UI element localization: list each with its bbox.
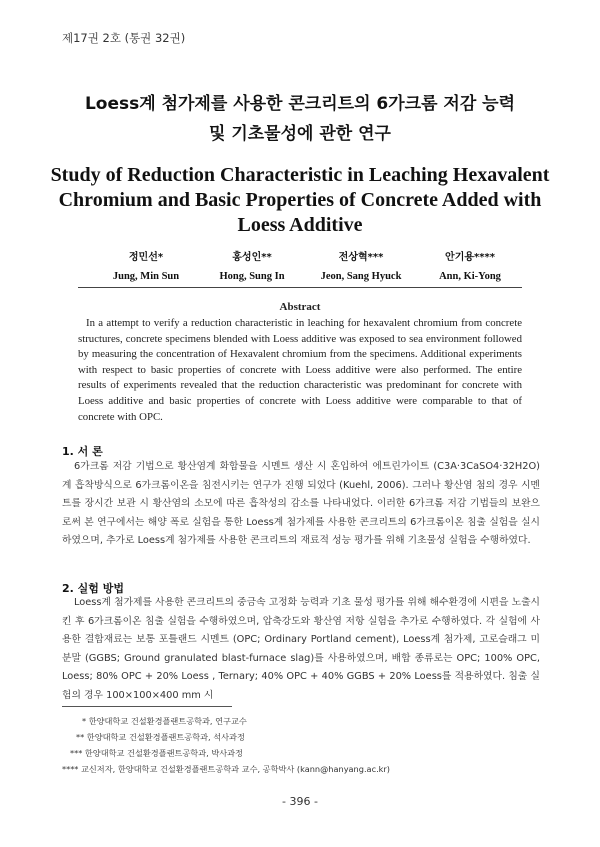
footnote-2: ** 한양대학교 건설환경플랜트공학과, 석사과정 <box>76 732 245 742</box>
english-title-line-3: Loess Additive <box>237 214 363 236</box>
footnote-3: *** 한양대학교 건설환경플랜트공학과, 박사과정 <box>70 748 243 758</box>
footnote-1: * 한양대학교 건설환경플랜트공학과, 연구교수 <box>82 716 247 726</box>
footnote-divider <box>62 706 232 707</box>
english-title-line-1: Study of Reduction Characteristic in Leaching Hexavalent <box>50 164 550 186</box>
author-4 <box>405 248 535 282</box>
author-name-kr: 안기용**** <box>445 252 495 263</box>
section-heading-methods: 2. 실험 방법 <box>62 582 124 595</box>
section-heading-introduction: 1. 서 론 <box>62 445 103 458</box>
author-name-en: Ann, Ki-Yong <box>439 271 501 282</box>
english-title-line-2: Chromium and Basic Properties of Concrete Added with <box>58 189 542 211</box>
issue-header: 제17권 2호 (통권 32권) <box>62 31 186 45</box>
section-text-methods: Loess계 첨가제를 사용한 콘크리트의 중금속 고정화 능력과 기초 물성 평가를 위해 해수환경에 시편을 노출시킨 후 6가크롬이온 침출 실험을 수행하였으며, 압축강도와 황산염 저항 실험을 추가로 수행하였다. 각 실험에 사용한 결합재료는 보통 포틀랜드 시멘트 (OPC; Ordinary Portland cement), Loess계 첨가제, 고로슬래그 미분말 (GGBS; Ground granulated blast-furnace slag)를 사용하였으며, 배합 종류로는 OPC; 100% OPC, Loess; 80% OPC + 20% Loess , Ternary; 40% OPC + 40% GGBS + 20% Loess를 적용하였다. 침출 실험의 경우 100×100×400 mm 시 <box>62 597 540 701</box>
author-name-en: Hong, Sung In <box>219 271 285 282</box>
footnotes <box>62 713 390 777</box>
author-name-kr: 전상혁*** <box>338 252 384 263</box>
author-name-kr: 정민선* <box>128 252 164 263</box>
author-name-en: Jung, Min Sun <box>112 271 180 282</box>
page-number: - 396 - <box>282 795 318 808</box>
author-name-kr: 홍성인** <box>232 252 272 263</box>
abstract-heading: Abstract <box>279 301 321 313</box>
author-name-en: Jeon, Sang Hyuck <box>320 271 402 282</box>
korean-title-line-2: 및 기초물성에 관한 연구 <box>209 124 391 144</box>
footnote-4: **** 교신저자, 한양대학교 건설환경플랜트공학과 교수, 공학박사 (kann@hanyang.ac.kr) <box>62 764 390 774</box>
title-divider <box>78 287 522 288</box>
abstract-text: In a attempt to verify a reduction characteristic in leaching for hexavalent chromium from concrete structures, concrete specimens blended with Loess additive was exposed to sea environment followed by measuring the concentration of Hexavalent chromium from the specimens. Additional experiments with respect to basic properties of concrete with Loess additive were also performed. The entire results of experiments revealed that the reduction characteristic was predominant for concrete with Loess additive and basic properties of concrete with Loess additive were comparable to that of concrete with OPC. <box>78 317 522 423</box>
korean-title-line-1: Loess계 첨가제를 사용한 콘크리트의 6가크롬 저감 능력 <box>84 94 516 114</box>
section-text-introduction: 6가크롬 저감 기법으로 황산염계 화합물을 시멘트 생산 시 혼입하여 에트린가이트 (C3A·3CaSO4·32H2O) 계 흡착방식으로 6가크롬이온을 침전시키는 연구가 진행 되었다 (Kuehl, 2006). 그러나 황산염 첨의 경우 시멘트를 장시간 보관 시 황산염의 소모에 따른 흡착성의 감소를 나타내었다. 이러한 6가크롬 저감 기법들의 보완으로써 본 연구에서는 해양 폭로 실험을 통한 Loess계 첨가제를 사용한 콘크리트의 6가크롬이온 침출 실험을 실시하였으며, 추가로 Loess계 첨가제를 사용한 콘크리트의 재료적 성능 평가를 위해 기초물성 실험을 수행하였다. <box>62 461 540 547</box>
